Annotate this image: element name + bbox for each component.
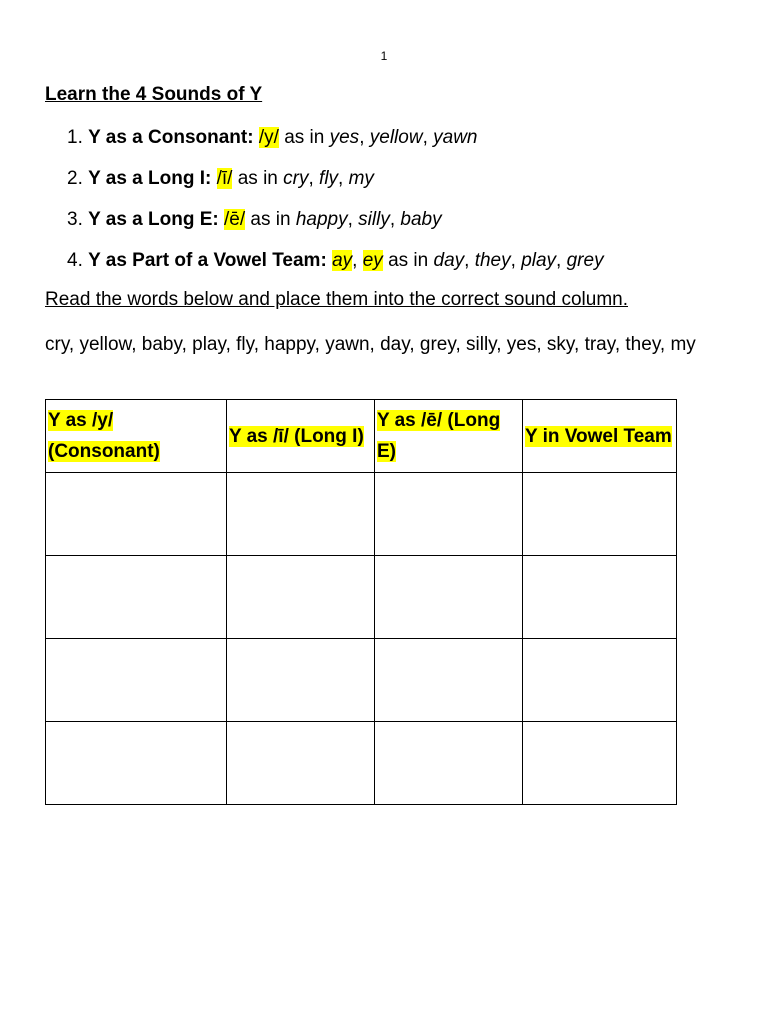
sorting-table: [45, 399, 677, 805]
answer-cell[interactable]: [227, 556, 375, 639]
rule-example: baby: [400, 209, 442, 230]
column-header-consonant: Y as /y/ (Consonant): [46, 400, 227, 473]
rule-number: 3.: [67, 209, 83, 230]
answer-cell[interactable]: [375, 556, 523, 639]
answer-cell[interactable]: [227, 722, 375, 805]
word-bank: cry, yellow, baby, play, fly, happy, yawn, day, grey, silly, yes, sky, tray, they, my: [45, 334, 696, 355]
sound-rule-consonant: 1. Y as a Consonant: /y/ as in yes, yellow, yawn: [67, 127, 478, 148]
rule-sound: /ē/: [224, 209, 246, 230]
rule-example: grey: [566, 250, 604, 271]
rule-label: Y as a Consonant: [88, 127, 248, 148]
rule-sound: /ī/: [216, 168, 233, 189]
answer-cell[interactable]: [375, 473, 523, 556]
answer-cell[interactable]: [523, 556, 677, 639]
table-row: [46, 722, 677, 805]
rule-example: yes: [329, 127, 360, 148]
answer-cell[interactable]: [227, 473, 375, 556]
answer-cell[interactable]: [46, 473, 227, 556]
table-row: [46, 556, 677, 639]
rule-sound: /y/: [258, 127, 279, 148]
sound-rule-long-e: 3. Y as a Long E: /ē/ as in happy, silly, baby: [67, 209, 442, 230]
rule-as-in: as in: [388, 250, 429, 271]
rule-number: 2.: [67, 168, 83, 189]
rule-number: 1.: [67, 127, 83, 148]
directions: Read the words below and place them into the correct sound column.: [45, 289, 628, 310]
table-header-row: [46, 400, 677, 473]
column-header-long-e: Y as /ē/ (Long E): [375, 400, 523, 473]
rule-example: day: [433, 250, 465, 271]
rule-as-in: as in: [237, 168, 278, 189]
rule-example: fly: [319, 168, 339, 189]
rule-label: Y as a Long E: [88, 209, 213, 230]
answer-cell[interactable]: [46, 722, 227, 805]
answer-cell[interactable]: [523, 722, 677, 805]
answer-cell[interactable]: [523, 473, 677, 556]
sound-rule-vowel-team: 4. Y as Part of a Vowel Team: ay, ey as in day, they, play, grey: [67, 250, 604, 271]
rule-as-in: as in: [284, 127, 325, 148]
sound-rules-list: [67, 125, 604, 289]
column-header-long-i: Y as /ī/ (Long I): [227, 400, 375, 473]
table-row: [46, 473, 677, 556]
rule-example: they: [474, 250, 511, 271]
rule-example: cry: [283, 168, 309, 189]
rule-number: 4.: [67, 250, 83, 271]
rule-example: my: [348, 168, 374, 189]
rule-sound: ay: [332, 250, 353, 271]
rule-label: Y as Part of a Vowel Team: [88, 250, 321, 271]
rule-as-in: as in: [250, 209, 291, 230]
column-header-vowel-team: Y in Vowel Team: [523, 400, 677, 473]
table-row: [46, 639, 677, 722]
answer-cell[interactable]: [46, 556, 227, 639]
rule-example: play: [521, 250, 557, 271]
rule-example: yellow: [369, 127, 423, 148]
rule-sound: ey: [362, 250, 383, 271]
page-number: 1: [380, 49, 388, 63]
rule-label: Y as a Long I: [88, 168, 205, 189]
answer-cell[interactable]: [523, 639, 677, 722]
answer-cell[interactable]: [375, 639, 523, 722]
answer-cell[interactable]: [227, 639, 375, 722]
page-title: Learn the 4 Sounds of Y: [45, 84, 263, 105]
sound-rule-long-i: 2. Y as a Long I: /ī/ as in cry, fly, my: [67, 168, 374, 189]
rule-example: silly: [358, 209, 390, 230]
rule-example: happy: [295, 209, 348, 230]
answer-cell[interactable]: [375, 722, 523, 805]
answer-cell[interactable]: [46, 639, 227, 722]
rule-example: yawn: [433, 127, 478, 148]
